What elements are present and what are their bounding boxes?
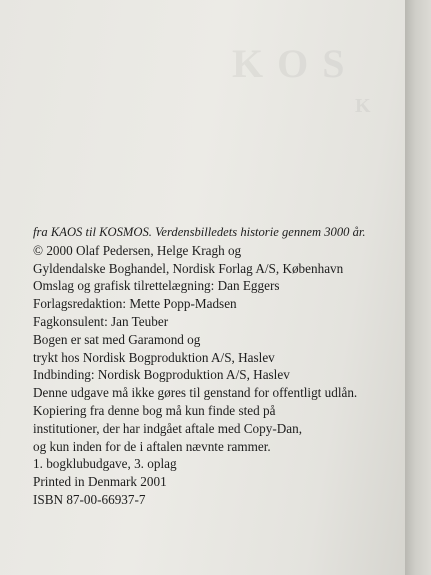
- isbn-line: ISBN 87-00-66937-7: [33, 491, 146, 507]
- printed-in-line: Printed in Denmark 2001: [33, 474, 167, 490]
- show-through-marks: K O S: [232, 41, 347, 86]
- editor-line: Forlagsredaktion: Mette Popp-Madsen: [33, 296, 237, 312]
- edition-line: 1. bogklubudgave, 3. oplag: [33, 456, 177, 472]
- colophon-text-block: [33, 224, 405, 509]
- cover-design-line: Omslag og grafisk tilrettelægning: Dan Eggers: [33, 278, 280, 294]
- printer-line: trykt hos Nordisk Bogproduktion A/S, Haslev: [33, 349, 275, 365]
- copyright-line: © 2000 Olaf Pedersen, Helge Kragh og: [33, 242, 242, 258]
- copy-notice-line-3: og kun inden for de i aftalen nævnte rammer.: [33, 438, 271, 454]
- typeset-line: Bogen er sat med Garamond og: [33, 331, 201, 347]
- show-through-marks-small: K: [355, 95, 373, 117]
- colophon-title-line: fra KAOS til KOSMOS. Verdensbilledets historie gennem 3000 år.: [33, 225, 366, 239]
- publisher-line: Gyldendalske Boghandel, Nordisk Forlag A/S, København: [33, 260, 344, 276]
- copy-notice-line-2: institutioner, der har indgået aftale med Copy-Dan,: [33, 420, 302, 436]
- copy-notice-line-1: Kopiering fra denne bog må kun finde sted på: [33, 402, 276, 418]
- lending-notice-line: Denne udgave må ikke gøres til genstand for offentligt udlån.: [33, 385, 358, 401]
- consultant-line: Fagkonsulent: Jan Teuber: [33, 313, 169, 329]
- next-page-edge: [405, 0, 431, 575]
- binding-line: Indbinding: Nordisk Bogproduktion A/S, Haslev: [33, 367, 290, 383]
